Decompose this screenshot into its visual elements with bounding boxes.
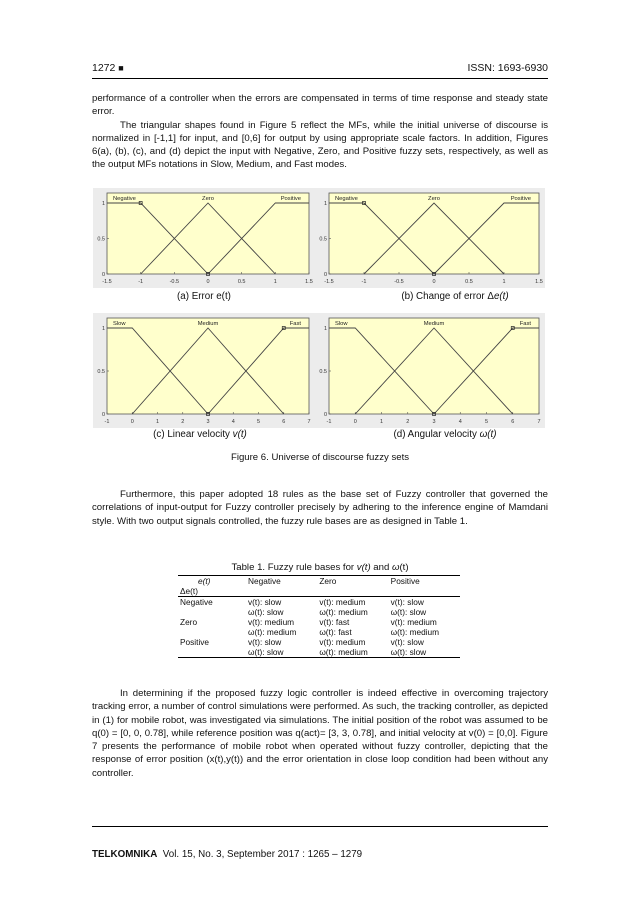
body-paragraphs xyxy=(92,92,548,172)
figure-6c-label: (c) Linear velocity v(t) xyxy=(153,429,247,440)
table-header-row xyxy=(178,576,460,587)
x-tick-label: 5 xyxy=(256,419,261,425)
y-tick-label: 1 xyxy=(101,326,105,332)
table-cell: v(t): slow xyxy=(390,637,424,647)
table-corner: e(t) xyxy=(178,576,246,587)
x-tick-label: 1 xyxy=(379,419,384,425)
mf-label: Fast xyxy=(289,321,301,327)
issn: ISSN: 1693-6930 xyxy=(467,62,548,74)
x-tick-label: -1.5 xyxy=(102,279,112,285)
x-tick-label: 1 xyxy=(155,419,160,425)
column-header: Negative xyxy=(246,576,317,587)
x-tick-label: 0 xyxy=(353,419,357,425)
figure-6c xyxy=(93,313,315,428)
x-tick-label: -1 xyxy=(361,279,367,285)
x-tick-label: 0 xyxy=(206,279,210,285)
figure-6d-label: (d) Angular velocity ω(t) xyxy=(393,429,497,440)
x-tick-label: -0.5 xyxy=(169,279,180,285)
mf-label: Positive xyxy=(510,196,531,202)
paragraph-4: In determining if the proposed fuzzy logic controller is indeed effective in overcoming trajectory tracking error, a number of control simulations were performed. As such, the tracking controller, as depicted in (1) for mobile robot, was investigated via simulations. The initial position of the robot was assumed to be q(0) = [0, 0, 0.78], while reference position was q(act)= [3, 3, 0.78], and initial velocity at v(0) = [0,0]. Figure 7 presents the performance of mobile robot when operated without fuzzy controller, depicting that the response of error position (x(t),y(t)) and the error orientation in close loop condition had been without any controller. xyxy=(92,688,548,779)
plot-area xyxy=(329,318,539,414)
column-header: Zero xyxy=(317,576,388,587)
x-tick-label: 3 xyxy=(432,419,436,425)
y-tick-label: 0.5 xyxy=(319,236,327,243)
table-cell: ω(t): slow xyxy=(246,647,317,658)
x-tick-label: -1 xyxy=(138,279,144,285)
figure-6b-label: (b) Change of error Δe(t) xyxy=(401,291,509,302)
x-tick-label: -1 xyxy=(104,419,110,425)
y-tick-label: 1 xyxy=(323,326,327,332)
x-tick-label: 0.5 xyxy=(237,279,246,285)
table-corner-bottom: Δe(t) xyxy=(178,586,246,597)
mf-label: Slow xyxy=(113,321,126,327)
y-tick-label: 0 xyxy=(323,272,327,278)
x-tick-label: 0 xyxy=(130,419,134,425)
table-row xyxy=(178,597,460,608)
mf-label: Negative xyxy=(113,196,136,202)
mf-label: Slow xyxy=(335,321,348,327)
table-cell: ω(t): fast xyxy=(319,627,352,637)
y-tick-label: 1 xyxy=(323,201,327,207)
x-tick-label: 7 xyxy=(537,419,541,425)
x-tick-label: -0.5 xyxy=(394,279,404,285)
table-cell: v(t): medium xyxy=(248,617,295,627)
x-tick-label: 1.5 xyxy=(305,279,313,285)
y-tick-label: 0.5 xyxy=(319,369,327,375)
figure-6a-label: (a) Error e(t) xyxy=(177,291,231,302)
table-row xyxy=(178,627,460,637)
figure-6d xyxy=(315,313,545,428)
y-tick-label: 0 xyxy=(101,412,105,418)
chart-error xyxy=(93,188,315,288)
x-tick-label: 0.5 xyxy=(465,279,473,285)
mf-label: Zero xyxy=(202,196,214,202)
y-tick-label: 1 xyxy=(101,201,105,207)
x-tick-label: 4 xyxy=(458,419,462,425)
plot-area xyxy=(107,193,309,274)
row-label: Positive xyxy=(180,637,210,647)
footer: TELKOMNIKA Vol. 15, No. 3, September 2017 : 1265 – 1279 xyxy=(92,849,363,860)
x-tick-label: 2 xyxy=(406,419,410,425)
page-number: 1272 ■ xyxy=(92,62,124,74)
x-tick-label: -1.5 xyxy=(324,279,334,285)
x-tick-label: 2 xyxy=(181,419,185,425)
chart-linear-velocity xyxy=(93,313,315,428)
table-cell: v(t): medium xyxy=(319,637,366,647)
row-label: Negative xyxy=(180,597,213,607)
figure-6b xyxy=(315,188,545,288)
table-cell: ω(t): slow xyxy=(248,607,284,617)
table-cell: ω(t): slow xyxy=(389,647,460,658)
y-tick-label: 0.5 xyxy=(97,236,105,243)
table-cell: ω(t): slow xyxy=(390,607,427,617)
chart-angular-velocity xyxy=(315,313,545,428)
paragraph-3: Furthermore, this paper adopted 18 rules as the base set of Fuzzy controller that governed the correlations of input-output for Fuzzy controller precisely by adhering to the inference engine of Mamdani style. With two output signals controlled, the fuzzy rule bases are as designed in Table 1. xyxy=(92,489,548,527)
table-row xyxy=(178,617,460,627)
table-cell: ω(t): medium xyxy=(319,607,368,617)
mf-label: Fast xyxy=(519,321,531,327)
fuzzy-rule-table xyxy=(178,575,460,658)
row-label: Zero xyxy=(180,617,198,627)
mf-label: Medium xyxy=(423,321,445,327)
footer-rule xyxy=(92,826,548,827)
x-tick-label: 6 xyxy=(511,419,515,425)
table-cell: v(t): fast xyxy=(319,617,350,627)
table-cell: v(t): slow xyxy=(248,637,282,647)
mf-label: Positive xyxy=(280,196,301,202)
table-cell: v(t): slow xyxy=(248,597,282,607)
paragraph-2: The triangular shapes found in Figure 5 reflect the MFs, while the initial universe of discourse is normalized in [-1,1] for input, and [0,6] for output by using appropriate scale factors. In addition, Figures 6(a), (b), (c), and (d) depict the input with Negative, Zero, and Positive fuzzy sets, respectively, as well as the output MFs notations in Slow, Medium, and Fast modes. xyxy=(92,119,548,171)
table-cell: ω(t): medium xyxy=(317,647,388,658)
figure-caption: Figure 6. Universe of discourse fuzzy sets xyxy=(230,452,410,463)
x-tick-label: 0 xyxy=(432,279,436,285)
x-tick-label: 6 xyxy=(282,419,286,425)
header-rule xyxy=(92,78,548,79)
y-tick-label: 0 xyxy=(101,272,105,278)
x-tick-label: 1 xyxy=(273,279,277,285)
column-header: Positive xyxy=(389,576,460,587)
paragraph-1: performance of a controller when the errors are compensated in terms of time response and steady state error. xyxy=(92,93,548,118)
x-tick-label: 4 xyxy=(231,419,235,425)
y-tick-label: 0 xyxy=(323,412,327,418)
figure-6a xyxy=(93,188,315,288)
mf-label: Negative xyxy=(335,196,358,202)
mf-label: Zero xyxy=(428,196,440,202)
x-tick-label: 5 xyxy=(484,419,489,425)
table-cell: ω(t): medium xyxy=(390,627,440,637)
table-row xyxy=(178,647,460,658)
table-row xyxy=(178,637,460,647)
table-cell: v(t): medium xyxy=(319,597,366,607)
chart-change-of-error xyxy=(315,188,545,288)
table-row xyxy=(178,607,460,617)
table-header-row xyxy=(178,586,460,597)
table-cell: v(t): slow xyxy=(390,597,424,607)
x-tick-label: 1.5 xyxy=(535,279,543,285)
plot-area xyxy=(107,318,309,414)
table-caption: Table 1. Fuzzy rule bases for v(t) and ω(t) xyxy=(231,562,409,573)
table-cell: v(t): medium xyxy=(390,617,437,627)
x-tick-label: 7 xyxy=(307,419,311,425)
mf-label: Medium xyxy=(197,321,219,327)
x-tick-label: 3 xyxy=(206,419,210,425)
x-tick-label: 1 xyxy=(502,279,506,285)
x-tick-label: -1 xyxy=(326,419,332,425)
table-cell: ω(t): medium xyxy=(248,627,297,637)
y-tick-label: 0.5 xyxy=(97,369,105,375)
plot-area xyxy=(329,193,539,274)
